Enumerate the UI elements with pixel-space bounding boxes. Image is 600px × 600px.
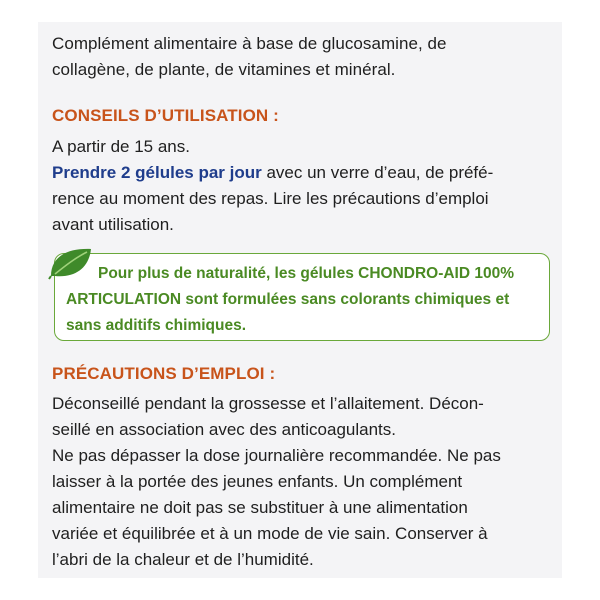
dosage-highlight: Prendre 2 gélules par jour bbox=[52, 163, 262, 182]
precautions-line: l’abri de la chaleur et de l’humidité. bbox=[52, 550, 314, 569]
naturalite-line-2: ARTICULATION sont formulées sans colorants chimiques et bbox=[66, 291, 510, 308]
dosage-paragraph bbox=[52, 160, 552, 238]
precautions-line: variée et équilibrée et à un mode de vie sain. Conserver à bbox=[52, 524, 488, 543]
precautions-paragraph bbox=[52, 391, 552, 573]
dosage-line-3: avant utilisation. bbox=[52, 215, 174, 234]
intro-line-2: collagène, de plante, de vitamines et minéral. bbox=[52, 60, 396, 79]
precautions-heading: PRÉCAUTIONS D’EMPLOI : bbox=[52, 364, 276, 383]
naturalite-text bbox=[66, 261, 548, 339]
precautions-line: Ne pas dépasser la dose journalière recommandée. Ne pas bbox=[52, 446, 501, 465]
naturalite-line-1: Pour plus de naturalité, les gélules CHONDRO-AID 100% bbox=[98, 265, 515, 282]
dosage-line-2: rence au moment des repas. Lire les précautions d’emploi bbox=[52, 189, 489, 208]
precautions-line: Déconseillé pendant la grossesse et l’allaitement. Décon- bbox=[52, 394, 484, 413]
intro-paragraph bbox=[52, 31, 552, 83]
conseils-heading: CONSEILS D’UTILISATION : bbox=[52, 106, 279, 125]
intro-line-1: Complément alimentaire à base de glucosamine, de bbox=[52, 34, 447, 53]
precautions-line: laisser à la portée des jeunes enfants. Un complément bbox=[52, 472, 463, 491]
age-text: A partir de 15 ans. bbox=[52, 137, 190, 156]
dosage-line-1-rest: avec un verre d’eau, de préfé- bbox=[261, 163, 494, 182]
precautions-line: seillé en association avec des anticoagulants. bbox=[52, 420, 396, 439]
precautions-line: alimentaire ne doit pas se substituer à une alimentation bbox=[52, 498, 468, 517]
naturalite-line-3: sans additifs chimiques. bbox=[66, 317, 247, 334]
